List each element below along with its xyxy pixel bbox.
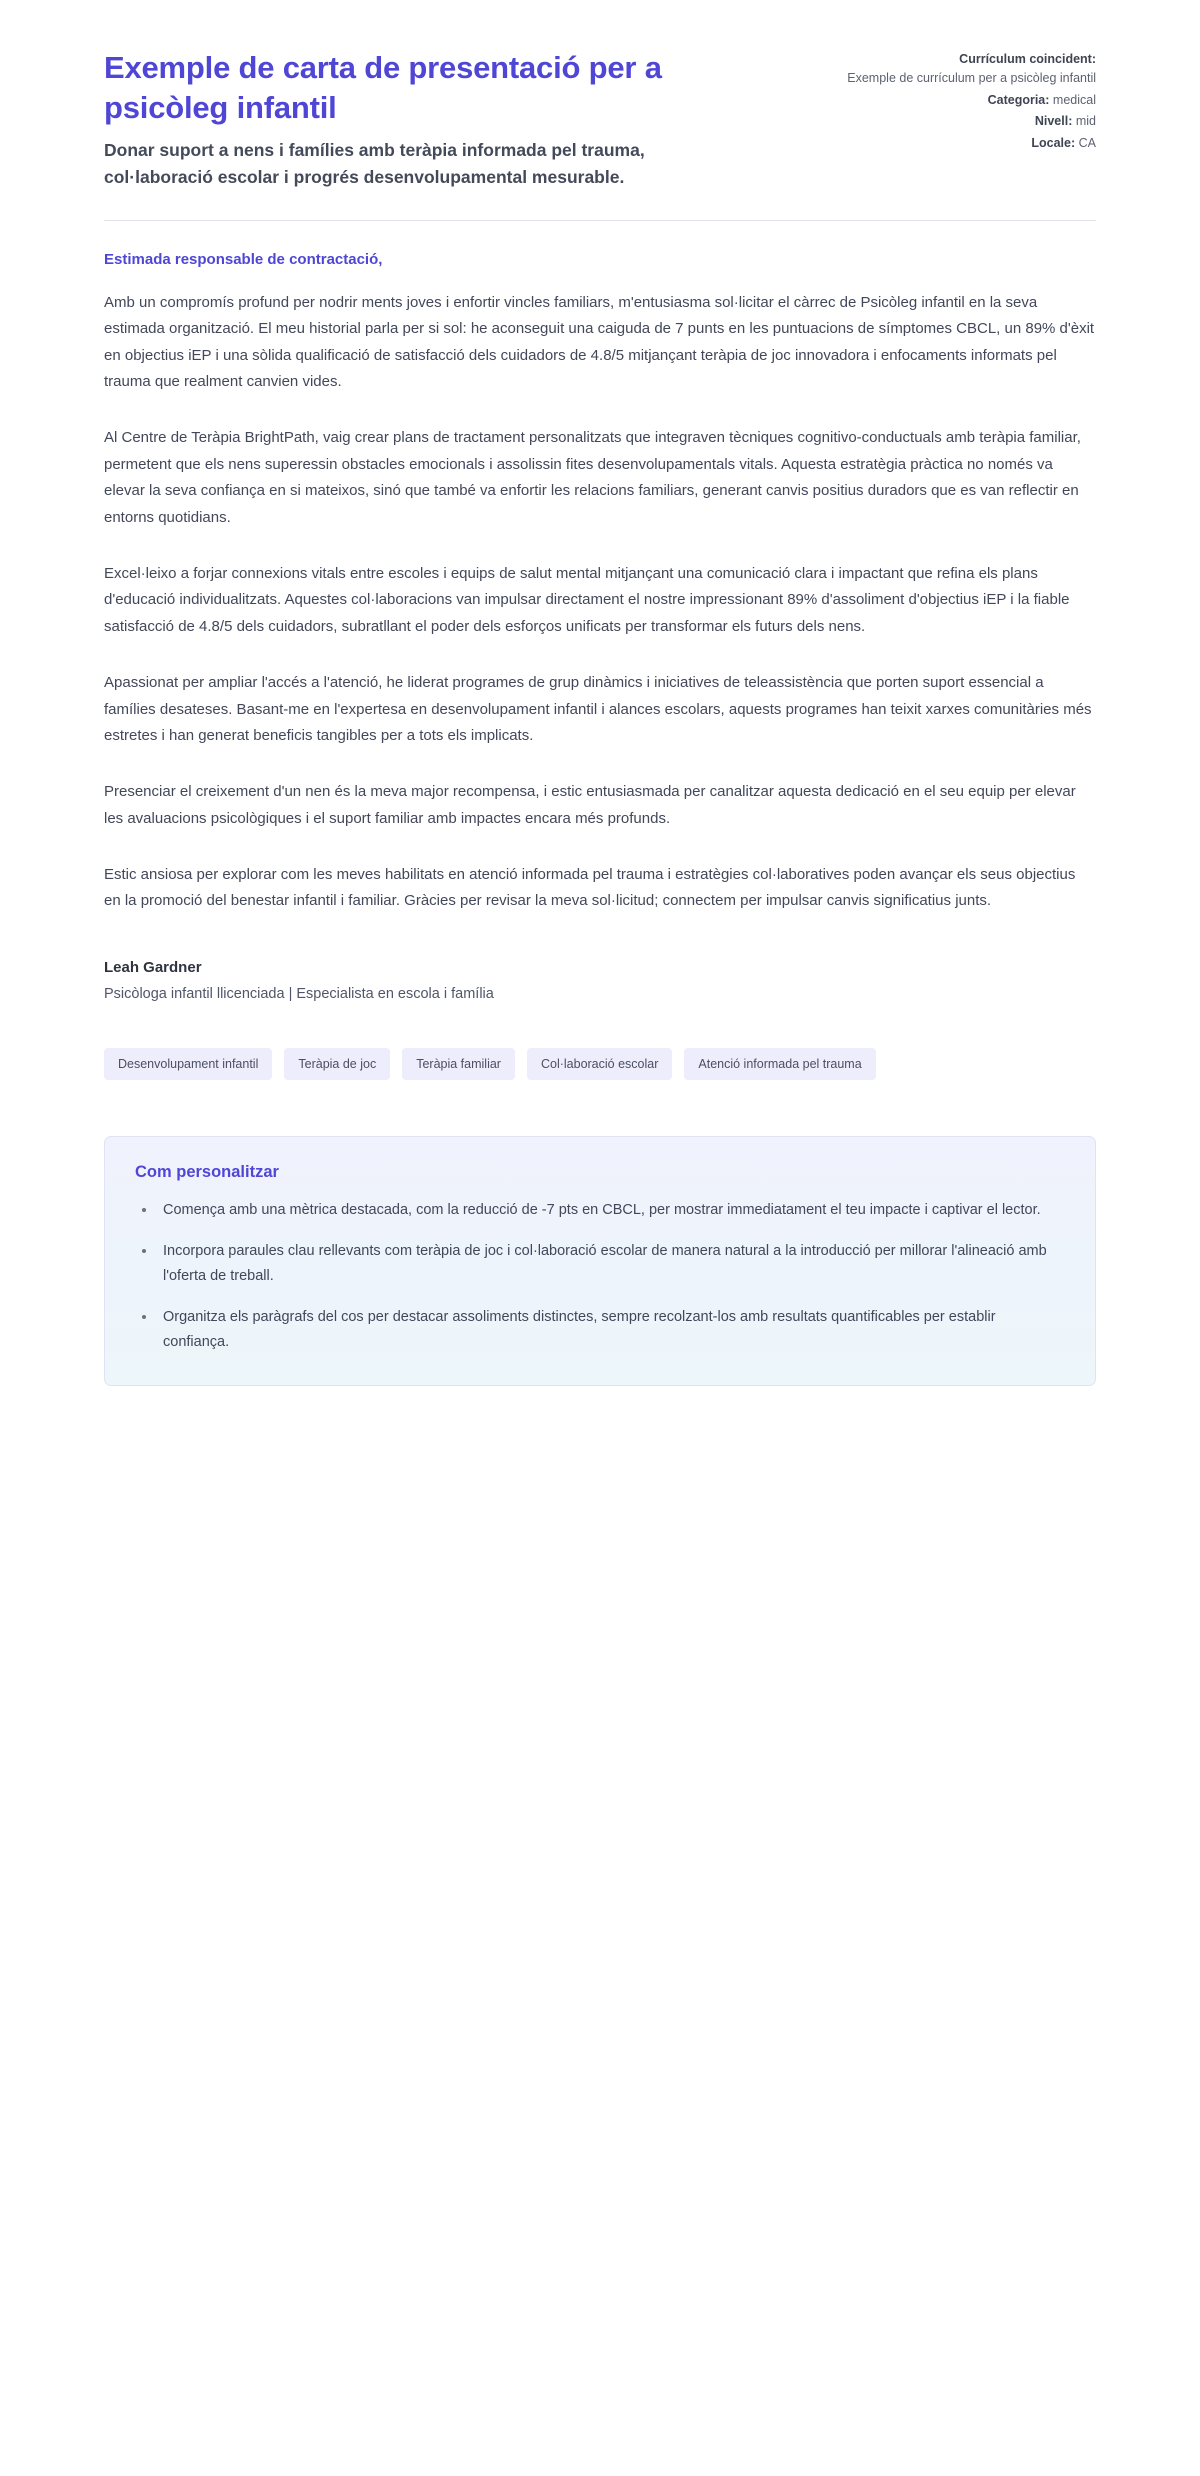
skill-tag[interactable]: Desenvolupament infantil [104, 1048, 272, 1080]
skill-tag[interactable]: Col·laboració escolar [527, 1048, 672, 1080]
letter-paragraph: Apassionat per ampliar l'accés a l'atenció, he liderat programes de grup dinàmics i iniciatives de teleassistència que porten suport essencial a famílies desateses. Basant-me en l'expertesa en desenvolupament infantil i alances escolars, aquests programes han teixit xarxes comunitàries més estretes i han generat beneficis tangibles per a tots els implicats. [104, 674, 1092, 744]
matching-resume-value: Exemple de currículum per a psicòleg infantil [847, 71, 1096, 86]
tips-list-item: • Organitza els paràgrafs del cos per destacar assoliments distinctes, sempre recolzant-los amb resultats quantificables per establir confiança. [157, 1305, 1065, 1355]
tips-list [135, 1198, 1065, 1355]
meta-locale [847, 134, 1096, 153]
skill-tag[interactable]: Teràpia de joc [284, 1048, 390, 1080]
meta-category-label: Categoria: [987, 92, 1050, 107]
header-text-block [104, 48, 704, 190]
document-metadata [847, 48, 1096, 153]
letter-paragraph: Presenciar el creixement d'un nen és la meva major recompensa, i estic entusiasmada per canalitzar aquesta dedicació en el seu equip per elevar les avaluacions psicològiques i el suport familiar amb impactes encara més profunds. [104, 783, 1076, 827]
customization-tips-card [104, 1136, 1096, 1386]
meta-locale-label: Locale: [1031, 135, 1076, 150]
signature-name: Leah Gardner [104, 958, 202, 976]
document-header [104, 48, 1096, 190]
skill-tag-list [104, 1048, 924, 1080]
tips-list-item: • Incorpora paraules clau rellevants com teràpia de joc i col·laboració escolar de manera natural a la introducció per millorar l'alineació amb l'oferta de treball. [157, 1239, 1065, 1289]
letter-paragraph: Amb un compromís profund per nodrir ments joves i enfortir vincles familiars, m'entusiasma sol·licitar el càrrec de Psicòleg infantil en la seva estimada organització. El meu historial parla per si sol: he aconseguit una caiguda de 7 punts en les puntuacions de símptomes CBCL, un 89% d'èxit en objectius iEP i una sòlida qualificació de satisfacció dels cuidadors de 4.8/5 mitjançant teràpia de joc innovadora i enfocaments informats pel trauma que realment canvien vides. [104, 293, 1095, 391]
meta-locale-value: CA [1078, 135, 1096, 150]
meta-level-value: mid [1075, 114, 1096, 129]
tips-list-item: • Comença amb una mètrica destacada, com la reducció de -7 pts en CBCL, per mostrar immediatament el teu impacte i captivar el lector. [157, 1198, 1065, 1223]
letter-paragraph: Al Centre de Teràpia BrightPath, vaig crear plans de tractament personalitzats que integraven tècniques cognitivo-conductuals amb teràpia familiar, permetent que els nens superessin obstacles emocionals i assolissin fites desenvolupamentals vitals. Aquesta estratègia pràctica no només va elevar la seva confiança en si mateixos, sinó que també va enfortir les relacions familiars, generant canvis positius duradors que es van reflectir en entorns quotidians. [104, 429, 1081, 526]
meta-category-value: medical [1052, 92, 1096, 107]
letter-salutation: Estimada responsable de contractació, [104, 250, 383, 268]
meta-level [847, 112, 1096, 131]
matching-resume-label: Currículum coincident: [959, 52, 1096, 66]
signature-role: Psicòloga infantil llicenciada | Especialista en escola i família [104, 985, 494, 1002]
meta-level-label: Nivell: [1034, 114, 1073, 129]
tips-title: Com personalitzar [135, 1162, 279, 1181]
page-title: Exemple de carta de presentació per a psicòleg infantil [104, 50, 662, 125]
letter-paragraph: Estic ansiosa per explorar com les meves habilitats en atenció informada pel trauma i estratègies col·laboratives poden avançar els seus objectius en la promoció del benestar infantil i familiar. Gràcies per revisar la meva sol·licitud; connectem per impulsar canvis significatius junts. [104, 866, 1076, 910]
meta-category [847, 91, 1096, 110]
letter-signature [104, 959, 1096, 1002]
letter-paragraph: Excel·leixo a forjar connexions vitals entre escoles i equips de salut mental mitjançant una comunicació clara i impactant que refina els plans d'educació individualitzats. Aquestes col·laboracions van impulsar directament el nostre impressionant 89% d'assoliment d'objectius iEP i la fiable satisfacció de 4.8/5 dels cuidadors, subratllant el poder dels esforços unificats per transformar els futurs dels nens. [104, 564, 1070, 635]
page-subtitle: Donar suport a nens i famílies amb teràpia informada pel trauma, col·laboració escolar i progrés desenvolupamental mesurable. [104, 140, 645, 187]
skill-tag[interactable]: Teràpia familiar [402, 1048, 515, 1080]
skill-tag[interactable]: Atenció informada pel trauma [684, 1048, 875, 1080]
cover-letter-body [104, 221, 1096, 1002]
